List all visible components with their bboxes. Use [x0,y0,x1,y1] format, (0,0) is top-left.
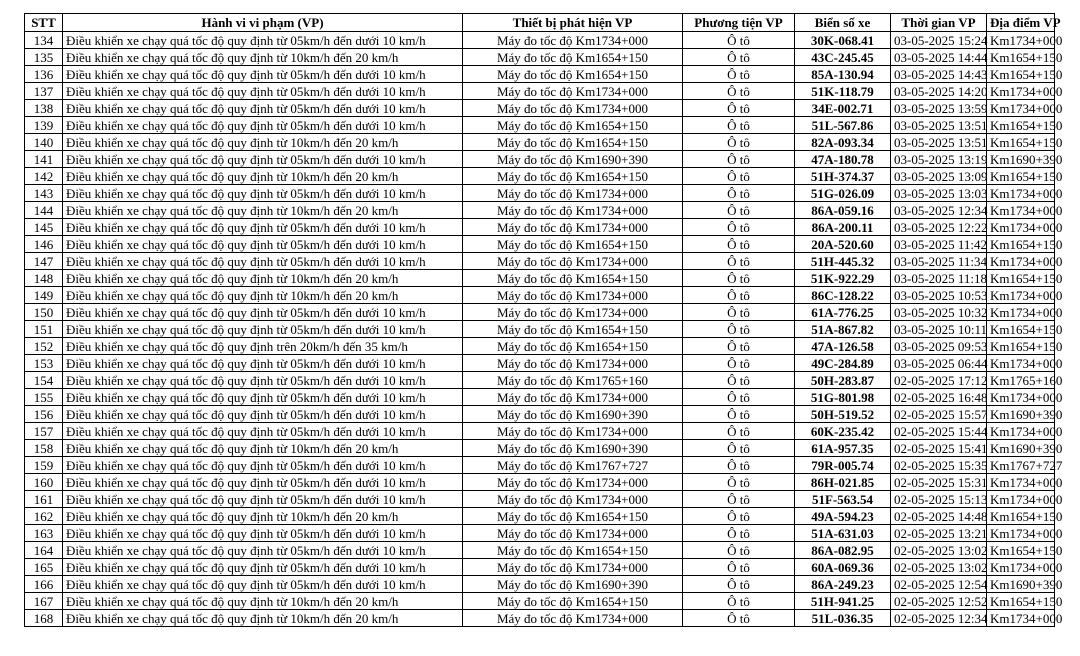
cell-stt: 150 [25,304,63,321]
cell-vehicle: Ô tô [683,321,795,338]
cell-stt: 166 [25,576,63,593]
cell-time: 02-05-2025 15:57 [891,406,987,423]
cell-location: Km1654+150 [987,270,1055,287]
table-row [25,423,1055,440]
cell-violation: Điều khiển xe chạy quá tốc độ quy định trên 20km/h đến 35 km/h [63,338,463,355]
cell-location: Km1734+000 [987,423,1055,440]
cell-plate: 60A-069.36 [795,559,891,576]
cell-vehicle: Ô tô [683,151,795,168]
cell-violation: Điều khiển xe chạy quá tốc độ quy định từ 10km/h đến 20 km/h [63,508,463,525]
cell-violation: Điều khiển xe chạy quá tốc độ quy định từ 05km/h đến dưới 10 km/h [63,151,463,168]
cell-device: Máy đo tốc độ Km1654+150 [463,338,683,355]
cell-vehicle: Ô tô [683,525,795,542]
cell-stt: 156 [25,406,63,423]
table-row [25,151,1055,168]
cell-stt: 134 [25,32,63,49]
cell-location: Km1734+000 [987,389,1055,406]
cell-time: 03-05-2025 13:03 [891,185,987,202]
cell-vehicle: Ô tô [683,389,795,406]
cell-device: Máy đo tốc độ Km1654+150 [463,49,683,66]
table-row [25,100,1055,117]
cell-vehicle: Ô tô [683,185,795,202]
cell-vehicle: Ô tô [683,610,795,627]
cell-violation: Điều khiển xe chạy quá tốc độ quy định từ 05km/h đến dưới 10 km/h [63,117,463,134]
cell-violation: Điều khiển xe chạy quá tốc độ quy định từ 05km/h đến dưới 10 km/h [63,66,463,83]
cell-device: Máy đo tốc độ Km1690+390 [463,151,683,168]
cell-stt: 168 [25,610,63,627]
cell-location: Km1654+150 [987,66,1055,83]
cell-device: Máy đo tốc độ Km1734+000 [463,253,683,270]
cell-location: Km1654+150 [987,134,1055,151]
cell-stt: 151 [25,321,63,338]
cell-plate: 51H-445.32 [795,253,891,270]
cell-vehicle: Ô tô [683,457,795,474]
cell-violation: Điều khiển xe chạy quá tốc độ quy định từ 05km/h đến dưới 10 km/h [63,423,463,440]
table-row [25,83,1055,100]
cell-device: Máy đo tốc độ Km1734+000 [463,525,683,542]
cell-plate: 51H-374.37 [795,168,891,185]
cell-time: 02-05-2025 13:02 [891,559,987,576]
cell-time: 02-05-2025 13:02 [891,542,987,559]
table-row [25,338,1055,355]
cell-stt: 152 [25,338,63,355]
cell-vehicle: Ô tô [683,219,795,236]
cell-device: Máy đo tốc độ Km1654+150 [463,66,683,83]
cell-time: 02-05-2025 17:12 [891,372,987,389]
cell-violation: Điều khiển xe chạy quá tốc độ quy định từ 05km/h đến dưới 10 km/h [63,321,463,338]
cell-plate: 51G-026.09 [795,185,891,202]
cell-violation: Điều khiển xe chạy quá tốc độ quy định từ 10km/h đến 20 km/h [63,593,463,610]
cell-stt: 164 [25,542,63,559]
cell-device: Máy đo tốc độ Km1734+000 [463,355,683,372]
cell-time: 02-05-2025 16:48 [891,389,987,406]
header-plate: Biển số xe [795,14,891,32]
cell-stt: 161 [25,491,63,508]
cell-plate: 86A-249.23 [795,576,891,593]
cell-device: Máy đo tốc độ Km1734+000 [463,304,683,321]
cell-violation: Điều khiển xe chạy quá tốc độ quy định từ 10km/h đến 20 km/h [63,610,463,627]
cell-location: Km1654+150 [987,168,1055,185]
cell-plate: 51G-801.98 [795,389,891,406]
cell-plate: 30K-068.41 [795,32,891,49]
table-row [25,542,1055,559]
cell-vehicle: Ô tô [683,372,795,389]
cell-device: Máy đo tốc độ Km1734+000 [463,83,683,100]
cell-plate: 60K-235.42 [795,423,891,440]
table-row [25,134,1055,151]
cell-plate: 86A-082.95 [795,542,891,559]
cell-location: Km1734+000 [987,355,1055,372]
table-body [25,32,1063,627]
table-row [25,372,1055,389]
table-row [25,202,1055,219]
cell-device: Máy đo tốc độ Km1654+150 [463,134,683,151]
cell-location: Km1734+000 [987,83,1055,100]
cell-stt: 138 [25,100,63,117]
cell-stt: 144 [25,202,63,219]
cell-vehicle: Ô tô [683,134,795,151]
cell-violation: Điều khiển xe chạy quá tốc độ quy định từ 05km/h đến dưới 10 km/h [63,406,463,423]
cell-device: Máy đo tốc độ Km1734+000 [463,32,683,49]
cell-time: 03-05-2025 09:53 [891,338,987,355]
cell-vehicle: Ô tô [683,355,795,372]
cell-device: Máy đo tốc độ Km1765+160 [463,372,683,389]
cell-time: 02-05-2025 12:34 [891,610,987,627]
cell-time: 03-05-2025 13:19 [891,151,987,168]
cell-stt: 148 [25,270,63,287]
cell-device: Máy đo tốc độ Km1654+150 [463,270,683,287]
cell-plate: 43C-245.45 [795,49,891,66]
cell-violation: Điều khiển xe chạy quá tốc độ quy định từ 05km/h đến dưới 10 km/h [63,389,463,406]
cell-time: 03-05-2025 14:43 [891,66,987,83]
cell-stt: 140 [25,134,63,151]
cell-violation: Điều khiển xe chạy quá tốc độ quy định từ 05km/h đến dưới 10 km/h [63,185,463,202]
table-row [25,185,1055,202]
cell-device: Máy đo tốc độ Km1734+000 [463,389,683,406]
cell-time: 02-05-2025 15:31 [891,474,987,491]
cell-stt: 158 [25,440,63,457]
table-row [25,355,1055,372]
cell-plate: 51A-867.82 [795,321,891,338]
cell-vehicle: Ô tô [683,236,795,253]
table-row [25,117,1055,134]
cell-stt: 165 [25,559,63,576]
cell-violation: Điều khiển xe chạy quá tốc độ quy định từ 05km/h đến dưới 10 km/h [63,457,463,474]
cell-location: Km1654+150 [987,236,1055,253]
cell-vehicle: Ô tô [683,338,795,355]
cell-violation: Điều khiển xe chạy quá tốc độ quy định từ 10km/h đến 20 km/h [63,440,463,457]
cell-location: Km1734+000 [987,287,1055,304]
cell-violation: Điều khiển xe chạy quá tốc độ quy định từ 05km/h đến dưới 10 km/h [63,355,463,372]
table-row [25,610,1055,627]
violations-table [24,13,1063,627]
cell-device: Máy đo tốc độ Km1734+000 [463,610,683,627]
cell-violation: Điều khiển xe chạy quá tốc độ quy định từ 05km/h đến dưới 10 km/h [63,542,463,559]
cell-plate: 61A-776.25 [795,304,891,321]
table-header [25,14,1061,32]
cell-plate: 82A-093.34 [795,134,891,151]
table-row [25,287,1055,304]
cell-violation: Điều khiển xe chạy quá tốc độ quy định từ 10km/h đến 20 km/h [63,202,463,219]
cell-violation: Điều khiển xe chạy quá tốc độ quy định từ 10km/h đến 20 km/h [63,134,463,151]
table-row [25,440,1055,457]
cell-plate: 51K-118.79 [795,83,891,100]
cell-plate: 51L-567.86 [795,117,891,134]
table-row [25,32,1055,49]
cell-location: Km1654+150 [987,542,1055,559]
cell-time: 02-05-2025 15:35 [891,457,987,474]
cell-plate: 51F-563.54 [795,491,891,508]
cell-violation: Điều khiển xe chạy quá tốc độ quy định từ 10km/h đến 20 km/h [63,49,463,66]
cell-stt: 136 [25,66,63,83]
cell-time: 03-05-2025 06:44 [891,355,987,372]
cell-device: Máy đo tốc độ Km1654+150 [463,168,683,185]
cell-location: Km1654+150 [987,338,1055,355]
cell-vehicle: Ô tô [683,287,795,304]
cell-device: Máy đo tốc độ Km1734+000 [463,423,683,440]
cell-plate: 86H-021.85 [795,474,891,491]
cell-vehicle: Ô tô [683,440,795,457]
cell-device: Máy đo tốc độ Km1734+000 [463,100,683,117]
cell-stt: 153 [25,355,63,372]
cell-stt: 141 [25,151,63,168]
cell-location: Km1734+000 [987,219,1055,236]
table-row [25,559,1055,576]
cell-plate: 50H-283.87 [795,372,891,389]
cell-vehicle: Ô tô [683,593,795,610]
cell-vehicle: Ô tô [683,253,795,270]
cell-location: Km1734+000 [987,525,1055,542]
table-row [25,321,1055,338]
cell-plate: 51L-036.35 [795,610,891,627]
table-row [25,457,1055,474]
cell-location: Km1654+150 [987,593,1055,610]
table-row [25,49,1055,66]
cell-vehicle: Ô tô [683,304,795,321]
cell-plate: 86A-059.16 [795,202,891,219]
table-row [25,253,1055,270]
header-device: Thiết bị phát hiện VP [463,14,683,32]
cell-time: 02-05-2025 15:41 [891,440,987,457]
cell-stt: 139 [25,117,63,134]
header-vehicle: Phương tiện VP [683,14,795,32]
cell-vehicle: Ô tô [683,423,795,440]
cell-time: 03-05-2025 11:42 [891,236,987,253]
cell-vehicle: Ô tô [683,66,795,83]
cell-violation: Điều khiển xe chạy quá tốc độ quy định từ 05km/h đến dưới 10 km/h [63,491,463,508]
table-row [25,389,1055,406]
cell-violation: Điều khiển xe chạy quá tốc độ quy định từ 10km/h đến 20 km/h [63,270,463,287]
cell-stt: 149 [25,287,63,304]
cell-stt: 135 [25,49,63,66]
cell-stt: 154 [25,372,63,389]
cell-vehicle: Ô tô [683,117,795,134]
header-time: Thời gian VP [891,14,987,32]
table-row [25,576,1055,593]
cell-time: 03-05-2025 13:09 [891,168,987,185]
header-stt: STT [25,14,63,32]
cell-plate: 50H-519.52 [795,406,891,423]
cell-stt: 147 [25,253,63,270]
cell-violation: Điều khiển xe chạy quá tốc độ quy định từ 05km/h đến dưới 10 km/h [63,32,463,49]
cell-time: 03-05-2025 14:20 [891,83,987,100]
cell-plate: 51K-922.29 [795,270,891,287]
header-violation: Hành vi vi phạm (VP) [63,14,463,32]
cell-device: Máy đo tốc độ Km1654+150 [463,321,683,338]
cell-stt: 146 [25,236,63,253]
cell-vehicle: Ô tô [683,100,795,117]
cell-location: Km1734+000 [987,474,1055,491]
cell-vehicle: Ô tô [683,406,795,423]
cell-violation: Điều khiển xe chạy quá tốc độ quy định từ 05km/h đến dưới 10 km/h [63,219,463,236]
table-row [25,525,1055,542]
cell-location: Km1690+390 [987,151,1055,168]
cell-plate: 49A-594.23 [795,508,891,525]
cell-stt: 162 [25,508,63,525]
cell-stt: 137 [25,83,63,100]
cell-time: 03-05-2025 10:11 [891,321,987,338]
cell-location: Km1690+390 [987,406,1055,423]
cell-stt: 142 [25,168,63,185]
cell-location: Km1654+150 [987,49,1055,66]
table-row [25,66,1055,83]
cell-location: Km1734+000 [987,202,1055,219]
table-row [25,304,1055,321]
cell-device: Máy đo tốc độ Km1654+150 [463,542,683,559]
cell-plate: 51A-631.03 [795,525,891,542]
cell-time: 03-05-2025 11:18 [891,270,987,287]
cell-violation: Điều khiển xe chạy quá tốc độ quy định từ 05km/h đến dưới 10 km/h [63,474,463,491]
cell-stt: 159 [25,457,63,474]
cell-time: 03-05-2025 13:51 [891,117,987,134]
cell-time: 03-05-2025 10:53 [891,287,987,304]
cell-vehicle: Ô tô [683,559,795,576]
cell-device: Máy đo tốc độ Km1690+390 [463,440,683,457]
header-row [25,14,1055,32]
cell-time: 03-05-2025 10:32 [891,304,987,321]
cell-plate: 47A-180.78 [795,151,891,168]
cell-location: Km1734+000 [987,253,1055,270]
cell-vehicle: Ô tô [683,576,795,593]
cell-plate: 86A-200.11 [795,219,891,236]
cell-time: 02-05-2025 12:52 [891,593,987,610]
cell-stt: 145 [25,219,63,236]
cell-time: 03-05-2025 11:34 [891,253,987,270]
cell-stt: 167 [25,593,63,610]
cell-device: Máy đo tốc độ Km1734+000 [463,491,683,508]
cell-time: 03-05-2025 15:24 [891,32,987,49]
cell-violation: Điều khiển xe chạy quá tốc độ quy định từ 05km/h đến dưới 10 km/h [63,576,463,593]
cell-device: Máy đo tốc độ Km1690+390 [463,406,683,423]
cell-device: Máy đo tốc độ Km1734+000 [463,202,683,219]
cell-device: Máy đo tốc độ Km1654+150 [463,508,683,525]
cell-vehicle: Ô tô [683,202,795,219]
cell-device: Máy đo tốc độ Km1734+000 [463,185,683,202]
cell-location: Km1690+390 [987,576,1055,593]
cell-violation: Điều khiển xe chạy quá tốc độ quy định từ 05km/h đến dưới 10 km/h [63,372,463,389]
cell-location: Km1767+727 [987,457,1055,474]
cell-device: Máy đo tốc độ Km1690+390 [463,576,683,593]
cell-stt: 157 [25,423,63,440]
cell-plate: 85A-130.94 [795,66,891,83]
cell-plate: 49C-284.89 [795,355,891,372]
cell-plate: 61A-957.35 [795,440,891,457]
cell-stt: 160 [25,474,63,491]
cell-plate: 86C-128.22 [795,287,891,304]
table-row [25,593,1055,610]
cell-location: Km1690+390 [987,440,1055,457]
cell-vehicle: Ô tô [683,474,795,491]
cell-device: Máy đo tốc độ Km1654+150 [463,593,683,610]
cell-violation: Điều khiển xe chạy quá tốc độ quy định từ 05km/h đến dưới 10 km/h [63,525,463,542]
header-location: Địa điểm VP [987,14,1055,32]
cell-device: Máy đo tốc độ Km1734+000 [463,559,683,576]
cell-time: 03-05-2025 13:51 [891,134,987,151]
cell-device: Máy đo tốc độ Km1654+150 [463,117,683,134]
cell-location: Km1734+000 [987,610,1055,627]
cell-violation: Điều khiển xe chạy quá tốc độ quy định từ 05km/h đến dưới 10 km/h [63,83,463,100]
cell-vehicle: Ô tô [683,491,795,508]
cell-time: 02-05-2025 13:21 [891,525,987,542]
table-row [25,474,1055,491]
cell-location: Km1734+000 [987,32,1055,49]
cell-location: Km1654+150 [987,321,1055,338]
cell-stt: 155 [25,389,63,406]
cell-stt: 143 [25,185,63,202]
table-row [25,491,1055,508]
cell-location: Km1734+000 [987,491,1055,508]
cell-vehicle: Ô tô [683,542,795,559]
cell-time: 02-05-2025 15:13 [891,491,987,508]
table-row [25,219,1055,236]
cell-violation: Điều khiển xe chạy quá tốc độ quy định từ 05km/h đến dưới 10 km/h [63,100,463,117]
cell-location: Km1654+150 [987,117,1055,134]
cell-vehicle: Ô tô [683,168,795,185]
cell-violation: Điều khiển xe chạy quá tốc độ quy định từ 10km/h đến 20 km/h [63,168,463,185]
cell-vehicle: Ô tô [683,508,795,525]
cell-device: Máy đo tốc độ Km1734+000 [463,474,683,491]
cell-time: 02-05-2025 12:54 [891,576,987,593]
cell-violation: Điều khiển xe chạy quá tốc độ quy định từ 05km/h đến dưới 10 km/h [63,304,463,321]
cell-time: 03-05-2025 13:59 [891,100,987,117]
table-row [25,270,1055,287]
cell-location: Km1734+000 [987,559,1055,576]
cell-location: Km1654+150 [987,508,1055,525]
cell-violation: Điều khiển xe chạy quá tốc độ quy định từ 05km/h đến dưới 10 km/h [63,253,463,270]
cell-plate: 20A-520.60 [795,236,891,253]
cell-time: 03-05-2025 12:34 [891,202,987,219]
cell-violation: Điều khiển xe chạy quá tốc độ quy định từ 05km/h đến dưới 10 km/h [63,559,463,576]
table-row [25,236,1055,253]
cell-vehicle: Ô tô [683,32,795,49]
cell-vehicle: Ô tô [683,83,795,100]
cell-location: Km1734+000 [987,100,1055,117]
table-row [25,508,1055,525]
cell-device: Máy đo tốc độ Km1654+150 [463,236,683,253]
cell-plate: 51H-941.25 [795,593,891,610]
cell-stt: 163 [25,525,63,542]
cell-time: 02-05-2025 14:48 [891,508,987,525]
cell-location: Km1765+160 [987,372,1055,389]
cell-device: Máy đo tốc độ Km1767+727 [463,457,683,474]
cell-vehicle: Ô tô [683,49,795,66]
cell-violation: Điều khiển xe chạy quá tốc độ quy định từ 05km/h đến dưới 10 km/h [63,236,463,253]
cell-location: Km1734+000 [987,304,1055,321]
cell-violation: Điều khiển xe chạy quá tốc độ quy định từ 10km/h đến 20 km/h [63,287,463,304]
table-row [25,406,1055,423]
cell-plate: 79R-005.74 [795,457,891,474]
cell-location: Km1734+000 [987,185,1055,202]
cell-time: 02-05-2025 15:44 [891,423,987,440]
cell-device: Máy đo tốc độ Km1734+000 [463,219,683,236]
cell-plate: 34E-002.71 [795,100,891,117]
table-row [25,168,1055,185]
cell-time: 03-05-2025 14:44 [891,49,987,66]
cell-plate: 47A-126.58 [795,338,891,355]
cell-vehicle: Ô tô [683,270,795,287]
cell-time: 03-05-2025 12:22 [891,219,987,236]
cell-device: Máy đo tốc độ Km1734+000 [463,287,683,304]
